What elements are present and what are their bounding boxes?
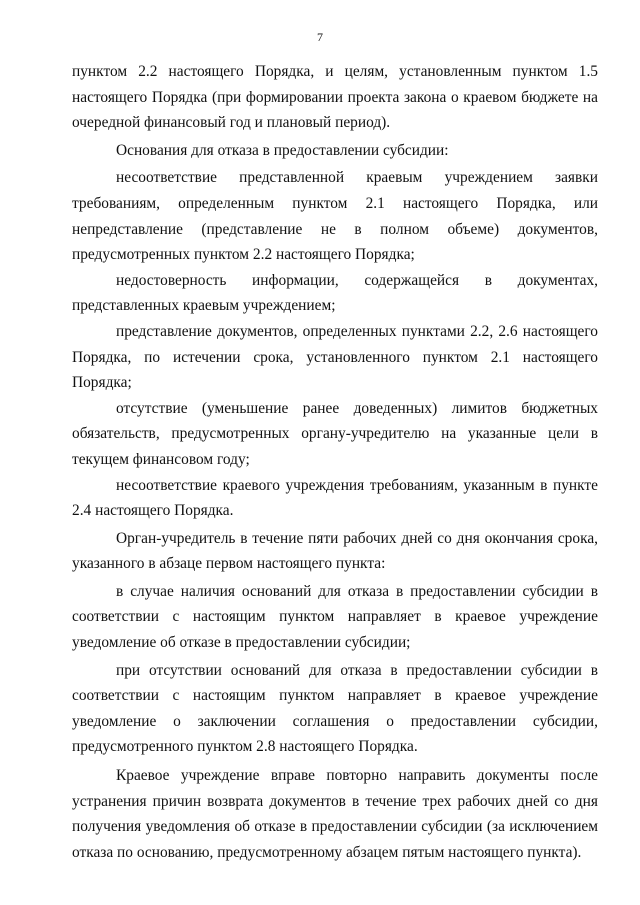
paragraph-ground-unreliable-info: недостоверность информации, содержащейся в документах, представленных краевым учреждением;: [72, 271, 598, 315]
paragraph-refusal-notice: в случае наличия оснований для отказа в предоставлении субсидии в соответствии с настоящим пунктом направляет в краевое учреждение уведомление об отказе в предоставлении субсидии;: [72, 582, 598, 652]
paragraph-founder-actions: Орган-учредитель в течение пяти рабочих дней со дня окончания срока, указанного в абзаце первом настоящего пункта:: [72, 529, 598, 573]
document-body: [72, 59, 598, 865]
paragraph-continuation: пунктом 2.2 настоящего Порядка, и целям, установленным пунктом 1.5 настоящего Порядка (при формировании проекта закона о краевом бюджете на очередной финансовый год и плановый период).: [72, 63, 598, 132]
paragraph-ground-budget-limits: отсутствие (уменьшение ранее доведенных) лимитов бюджетных обязательств, предусмотренных органу-учредителю на указанные цели в текущем финансовом году;: [72, 399, 598, 468]
paragraph-agreement-notice: при отсутствии оснований для отказа в предоставлении субсидии в соответствии с настоящим пунктом направляет в краевое учреждение уведомление о заключении соглашения о предоставлении субсидии, предусмотренного пунктом 2.8 настоящего Порядка.: [72, 661, 598, 756]
paragraph-refusal-grounds-heading: Основания для отказа в предоставлении субсидии:: [116, 141, 449, 159]
paragraph-ground-late-submission: представление документов, определенных пунктами 2.2, 2.6 настоящего Порядка, по истечении срока, установленного пунктом 2.1 настоящего Порядка;: [72, 322, 598, 392]
paragraph-resubmission: Краевое учреждение вправе повторно направить документы после устранения причин возврата документов в течение трех рабочих дней со дня получения уведомления об отказе в предоставлении субсидии (за исключением отказа по основанию, предусмотренному абзацем пятым настоящего пункта).: [72, 767, 598, 861]
paragraph-ground-noncompliance-application: несоответствие представленной краевым учреждением заявки требованиям, определенным пунктом 2.1 настоящего Порядка, или непредставление (представление не в полном объеме) документов, предусмотренных пунктом 2.2 настоящего Порядка;: [72, 169, 598, 264]
paragraph-ground-noncompliance-institution: несоответствие краевого учреждения требованиям, указанным в пункте 2.4 настоящего Порядка.: [72, 476, 598, 520]
page-number: 7: [317, 30, 323, 44]
